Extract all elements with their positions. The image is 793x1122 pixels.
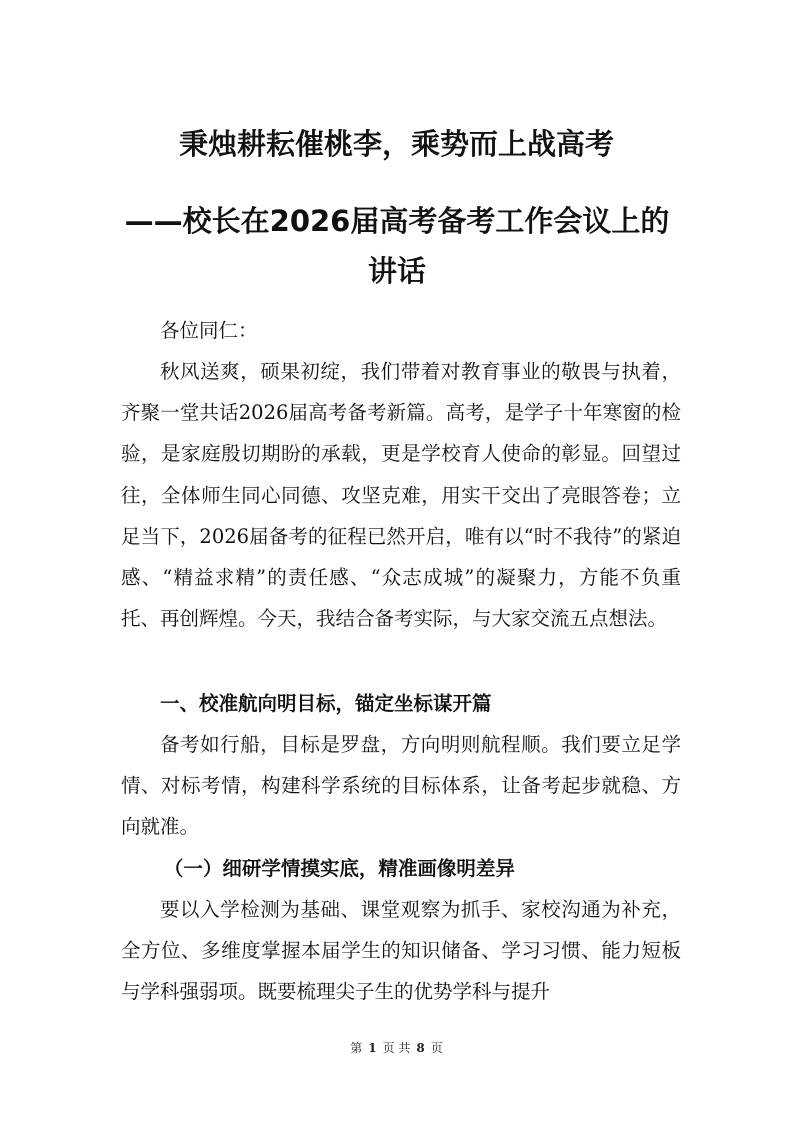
- paragraph-1: 秋风送爽，硕果初绽，我们带着对教育事业的敬畏与执着，齐聚一堂共话2026届高考备考新篇。高考，是学子十年寒窗的检验，是家庭殷切期盼的承载，更是学校育人使命的彰显。回望过往，全体师生同心同德、攻坚克难，用实干交出了亮眼答卷；立足当下，2026届备考的征程已然开启，唯有以“时不我待”的紧迫感、“精益求精”的责任感、“众志成城”的凝聚力，方能不负重托、再创辉煌。今天，我结合备考实际，与大家交流五点想法。: [121, 360, 681, 631]
- paragraph-2: 备考如行船，目标是罗盘，方向明则航程顺。我们要立足学情、对标考情，构建科学系统的目标体系，让备考起步就稳、方向就准。: [121, 733, 681, 839]
- footer-middle: 页 共: [382, 1041, 411, 1055]
- document-subtitle: ——校长在2026届高考备考工作会议上的讲话: [124, 204, 670, 288]
- footer-prefix: 第: [350, 1041, 363, 1055]
- document-title: 秉烛耕耘催桃李，乘势而上战高考: [178, 127, 614, 161]
- footer-suffix: 页: [430, 1041, 443, 1055]
- greeting: 各位同仁：: [160, 319, 258, 342]
- subsection-heading-1: （一）细研学情摸实底，精准画像明差异: [163, 857, 515, 880]
- total-page-count: 8: [416, 1041, 425, 1055]
- section-heading-1: 一、校准航向明目标，锚定坐标谋开篇: [160, 692, 492, 715]
- paragraph-3: 要以入学检测为基础、课堂观察为抓手、家校沟通为补充，全方位、多维度掌握本届学生的知识储备、学习习惯、能力短板与学科强弱项。既要梳理尖子生的优势学科与提升: [121, 898, 681, 1004]
- current-page-number: 1: [368, 1041, 377, 1055]
- page-footer: [0, 1040, 793, 1056]
